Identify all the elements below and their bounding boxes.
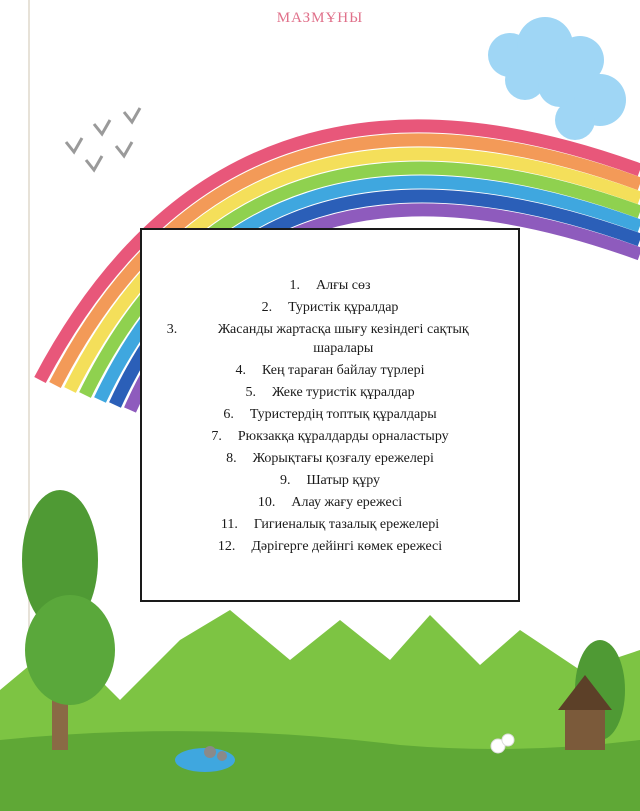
toc-item <box>142 493 518 512</box>
bird-icon <box>124 108 140 122</box>
toc-label: Гигиеналық тазалық ережелері <box>253 517 440 532</box>
cloud <box>488 17 626 140</box>
toc-item <box>142 515 518 534</box>
rock <box>204 746 216 758</box>
bird-icon <box>86 156 102 170</box>
toc-item <box>142 471 518 490</box>
rock <box>217 751 227 761</box>
toc-label: Рюкзакқа құралдарды орналастыру <box>237 429 449 444</box>
toc-number: 6. <box>223 407 234 422</box>
toc-number: 11. <box>220 517 238 532</box>
toc-label: Кең тараған байлау түрлері <box>261 363 425 378</box>
bird-icon <box>66 138 82 152</box>
toc-label: Жеке туристік құралдар <box>271 385 415 400</box>
toc-label: Алау жағу ережесі <box>291 495 403 510</box>
toc-number: 7. <box>211 429 222 444</box>
toc-item <box>142 383 518 402</box>
table-of-contents <box>140 228 520 602</box>
toc-label: Жасанды жартасқа шығу кезіндегі сақтық шаралары <box>217 322 469 356</box>
toc-label: Дәрігерге дейінгі көмек ережесі <box>251 539 443 554</box>
toc-item <box>142 427 518 446</box>
toc-label: Алғы сөз <box>316 278 371 293</box>
toc-number: 9. <box>279 473 291 488</box>
toc-label: Жорықтағы қозғалу ережелері <box>252 451 434 466</box>
page-title: МАЗМҰНЫ <box>276 10 364 26</box>
bird-icon <box>94 120 110 134</box>
birds <box>66 108 140 170</box>
toc-item <box>142 405 518 424</box>
toc-number: 2. <box>261 300 273 315</box>
toc-item <box>142 537 518 556</box>
toc-label: Шатыр құру <box>306 473 381 488</box>
toc-label: Туристердің топтық құралдары <box>249 407 437 422</box>
toc-item <box>142 449 518 468</box>
toc-number: 8. <box>226 451 237 466</box>
toc-label: Туристік құралдар <box>288 300 399 315</box>
toc-item <box>142 298 518 317</box>
bird-icon <box>116 142 132 156</box>
toc-number: 3. <box>166 322 178 337</box>
toc-number: 10. <box>257 495 276 510</box>
toc-number: 5. <box>245 385 256 400</box>
toc-item <box>142 276 518 295</box>
toc-item <box>142 320 518 358</box>
toc-number: 4. <box>235 363 246 378</box>
toc-number: 12. <box>217 539 236 554</box>
toc-number: 1. <box>289 278 300 293</box>
toc-item <box>142 361 518 380</box>
toc-list <box>142 276 518 559</box>
